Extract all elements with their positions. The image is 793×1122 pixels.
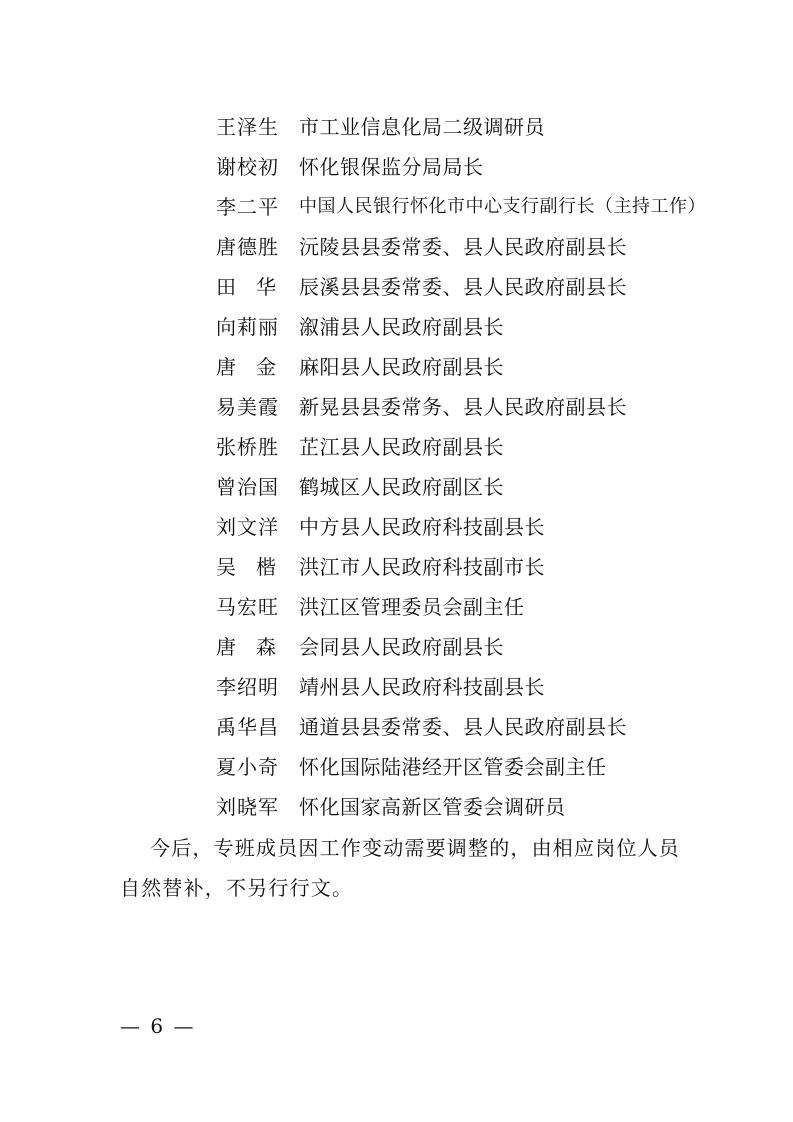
member-row bbox=[0, 787, 793, 827]
member-title: 靖州县人民政府科技副县长 bbox=[299, 675, 545, 699]
member-row bbox=[0, 107, 793, 147]
member-name: 李绍明 bbox=[216, 675, 279, 699]
member-name: 马宏旺 bbox=[216, 595, 279, 619]
member-name-last: 森 bbox=[256, 635, 276, 659]
member-row bbox=[0, 427, 793, 467]
member-title: 麻阳县人民政府副县长 bbox=[299, 355, 504, 379]
page-number: — 6 — bbox=[120, 1014, 196, 1038]
member-name: 曾治国 bbox=[216, 475, 279, 499]
member-name: 向莉丽 bbox=[216, 315, 279, 339]
member-name: 刘晓军 bbox=[216, 795, 279, 819]
member-title: 怀化国际陆港经开区管委会副主任 bbox=[299, 755, 607, 779]
member-name bbox=[216, 547, 280, 587]
member-row bbox=[0, 307, 793, 347]
member-row bbox=[0, 187, 793, 227]
member-name-first: 唐 bbox=[216, 635, 236, 659]
member-name-last: 楷 bbox=[256, 555, 276, 579]
member-name bbox=[216, 347, 280, 387]
member-row bbox=[0, 627, 793, 667]
member-name-first: 吴 bbox=[216, 555, 236, 579]
member-name bbox=[216, 267, 280, 307]
member-row bbox=[0, 707, 793, 747]
member-name: 谢校初 bbox=[216, 155, 279, 179]
member-row bbox=[0, 147, 793, 187]
closing-paragraph: 今后，专班成员因工作变动需要调整的，由相应岗位人员自然替补，不另行行文。 bbox=[120, 836, 680, 900]
member-row bbox=[0, 267, 793, 307]
member-name: 刘文洋 bbox=[216, 515, 279, 539]
member-row bbox=[0, 347, 793, 387]
member-row bbox=[0, 667, 793, 707]
member-title: 怀化银保监分局局长 bbox=[299, 155, 484, 179]
member-name-last: 华 bbox=[256, 275, 276, 299]
member-title: 洪江区管理委员会副主任 bbox=[299, 595, 525, 619]
member-title: 鹤城区人民政府副区长 bbox=[299, 475, 504, 499]
member-title: 市工业信息化局二级调研员 bbox=[299, 115, 545, 139]
member-name: 禹华昌 bbox=[216, 715, 279, 739]
member-row bbox=[0, 387, 793, 427]
member-name-last: 金 bbox=[256, 355, 276, 379]
member-name: 李二平 bbox=[216, 195, 279, 219]
member-title: 通道县县委常委、县人民政府副县长 bbox=[299, 715, 627, 739]
member-row bbox=[0, 507, 793, 547]
member-title: 溆浦县人民政府副县长 bbox=[299, 315, 504, 339]
member-title: 洪江市人民政府科技副市长 bbox=[299, 555, 545, 579]
member-row bbox=[0, 467, 793, 507]
member-row bbox=[0, 587, 793, 627]
member-title: 沅陵县县委常委、县人民政府副县长 bbox=[299, 235, 627, 259]
member-name: 易美霞 bbox=[216, 395, 279, 419]
member-title: 芷江县人民政府副县长 bbox=[299, 435, 504, 459]
member-title: 中国人民银行怀化市中心支行副行长（主持工作） bbox=[299, 196, 706, 217]
member-row bbox=[0, 227, 793, 267]
member-name-first: 唐 bbox=[216, 355, 236, 379]
member-title: 新晃县县委常务、县人民政府副县长 bbox=[299, 395, 627, 419]
member-name: 张桥胜 bbox=[216, 435, 279, 459]
member-name bbox=[216, 627, 280, 667]
member-row bbox=[0, 747, 793, 787]
member-title: 会同县人民政府副县长 bbox=[299, 635, 504, 659]
member-row bbox=[0, 547, 793, 587]
member-title: 辰溪县县委常委、县人民政府副县长 bbox=[299, 275, 627, 299]
member-title: 怀化国家高新区管委会调研员 bbox=[299, 795, 566, 819]
member-name: 唐德胜 bbox=[216, 235, 279, 259]
member-list bbox=[0, 107, 793, 827]
member-title: 中方县人民政府科技副县长 bbox=[299, 515, 545, 539]
member-name-first: 田 bbox=[216, 275, 236, 299]
member-name: 王泽生 bbox=[216, 115, 279, 139]
member-name: 夏小奇 bbox=[216, 755, 279, 779]
